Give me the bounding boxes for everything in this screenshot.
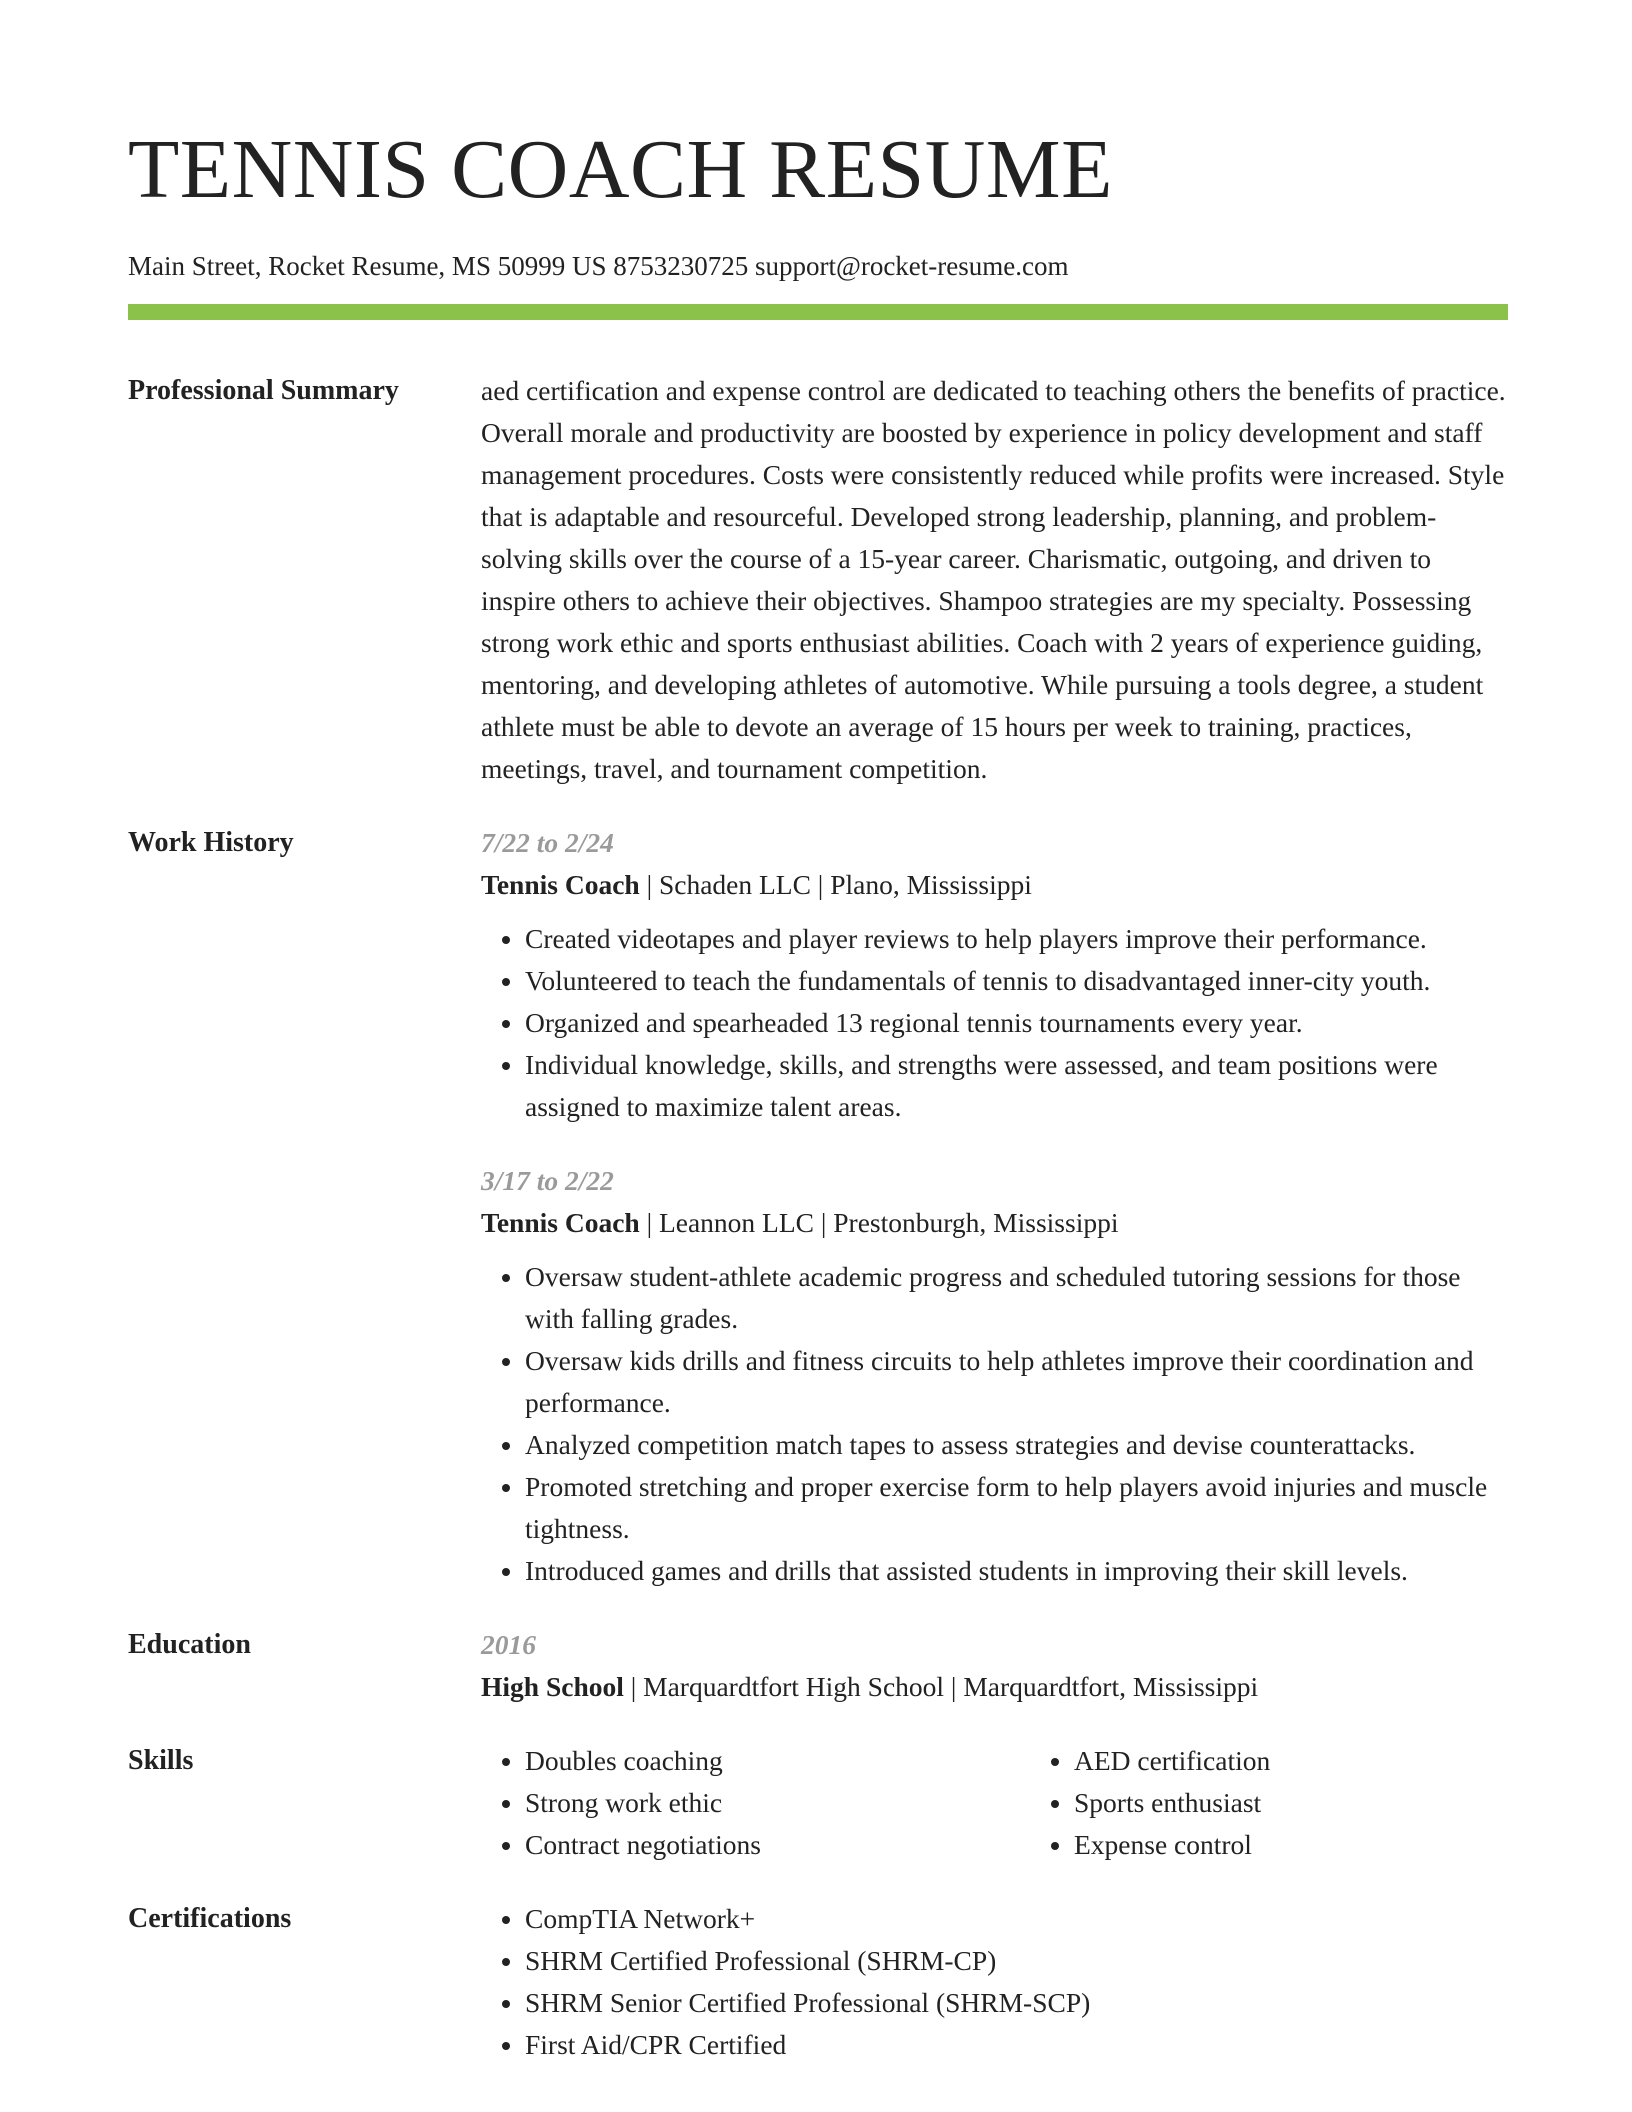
section-title: Skills bbox=[128, 1745, 194, 1776]
section-certifications bbox=[128, 1898, 1508, 2066]
job-heading bbox=[481, 1202, 1508, 1244]
job-dates: 3/17 to 2/22 bbox=[481, 1165, 614, 1196]
work-entries bbox=[481, 822, 1508, 1592]
accent-divider bbox=[128, 304, 1508, 320]
list-item: • Strong work ethic bbox=[525, 1782, 1030, 1824]
list-item: • Oversaw kids drills and fitness circuits to help athletes improve their coordination and performance. bbox=[525, 1340, 1508, 1424]
list-item: • CompTIA Network+ bbox=[525, 1898, 1508, 1940]
job-entry bbox=[481, 822, 1508, 1128]
section-work-history bbox=[128, 822, 1508, 1592]
section-professional-summary bbox=[128, 370, 1508, 790]
education-details: | Marquardtfort High School | Marquardtfort, Mississippi bbox=[623, 1671, 1259, 1702]
list-item: • Individual knowledge, skills, and strengths were assessed, and team positions were assigned to maximize talent areas. bbox=[525, 1044, 1508, 1128]
job-bullets bbox=[481, 918, 1508, 1128]
section-title: Professional Summary bbox=[128, 375, 399, 406]
list-item: • Volunteered to teach the fundamentals of tennis to disadvantaged inner-city youth. bbox=[525, 960, 1508, 1002]
list-item: • Expense control bbox=[1074, 1824, 1579, 1866]
section-title: Education bbox=[128, 1629, 251, 1660]
resume-page bbox=[128, 120, 1508, 2066]
list-item: • Doubles coaching bbox=[525, 1740, 1030, 1782]
job-role: Tennis Coach bbox=[481, 1207, 640, 1238]
list-item: • AED certification bbox=[1074, 1740, 1579, 1782]
list-item: • Promoted stretching and proper exercise form to help players avoid injuries and muscle tightness. bbox=[525, 1466, 1508, 1550]
job-role: Tennis Coach bbox=[481, 869, 640, 900]
contact-line: Main Street, Rocket Resume, MS 50999 US 8753230725 support@rocket-resume.com bbox=[128, 251, 1069, 281]
job-details: | Leannon LLC | Prestonburgh, Mississippi bbox=[639, 1207, 1119, 1238]
skills-column-left bbox=[481, 1740, 1030, 1866]
list-item: • Introduced games and drills that assisted students in improving their skill levels. bbox=[525, 1550, 1508, 1592]
job-heading bbox=[481, 864, 1508, 906]
education-entry bbox=[481, 1624, 1508, 1708]
list-item: • SHRM Senior Certified Professional (SHRM-SCP) bbox=[525, 1982, 1508, 2024]
list-item: • First Aid/CPR Certified bbox=[525, 2024, 1508, 2066]
certifications-list bbox=[481, 1898, 1508, 2066]
job-entry bbox=[481, 1160, 1508, 1592]
job-dates: 7/22 to 2/24 bbox=[481, 827, 614, 858]
job-bullets bbox=[481, 1256, 1508, 1592]
section-skills bbox=[128, 1740, 1508, 1866]
section-title: Certifications bbox=[128, 1903, 292, 1934]
section-education bbox=[128, 1624, 1508, 1708]
skills-column-right bbox=[1030, 1740, 1579, 1866]
list-item: • Created videotapes and player reviews to help players improve their performance. bbox=[525, 918, 1508, 960]
education-degree: High School bbox=[481, 1671, 624, 1702]
education-year: 2016 bbox=[481, 1629, 536, 1660]
list-item: • Contract negotiations bbox=[525, 1824, 1030, 1866]
list-item: • Oversaw student-athlete academic progress and scheduled tutoring sessions for those with falling grades. bbox=[525, 1256, 1508, 1340]
section-title: Work History bbox=[128, 827, 294, 858]
skills-list bbox=[481, 1740, 1579, 1866]
certifications-bullets bbox=[481, 1898, 1508, 2066]
list-item: • Analyzed competition match tapes to assess strategies and devise counterattacks. bbox=[525, 1424, 1508, 1466]
list-item: • SHRM Certified Professional (SHRM-CP) bbox=[525, 1940, 1508, 1982]
list-item: • Sports enthusiast bbox=[1074, 1782, 1579, 1824]
education-heading bbox=[481, 1666, 1508, 1708]
summary-text: aed certification and expense control are dedicated to teaching others the benefits of practice. Overall morale and productivity are boosted by experience in policy development and staff management procedures. Costs were consistently reduced while profits were increased. Style that is adaptable and resourceful. Developed strong leadership, planning, and problem-solving skills over the course of a 15-year career. Charismatic, outgoing, and driven to inspire others to achieve their objectives. Shampoo strategies are my specialty. Possessing strong work ethic and sports enthusiast abilities. Coach with 2 years of experience guiding, mentoring, and developing athletes of automotive. While pursuing a tools degree, a student athlete must be able to devote an average of 15 hours per week to training, practices, meetings, travel, and tournament competition. bbox=[481, 375, 1506, 784]
job-details: | Schaden LLC | Plano, Mississippi bbox=[639, 869, 1032, 900]
resume-title: TENNIS COACH RESUME bbox=[128, 123, 1113, 216]
list-item: • Organized and spearheaded 13 regional tennis tournaments every year. bbox=[525, 1002, 1508, 1044]
